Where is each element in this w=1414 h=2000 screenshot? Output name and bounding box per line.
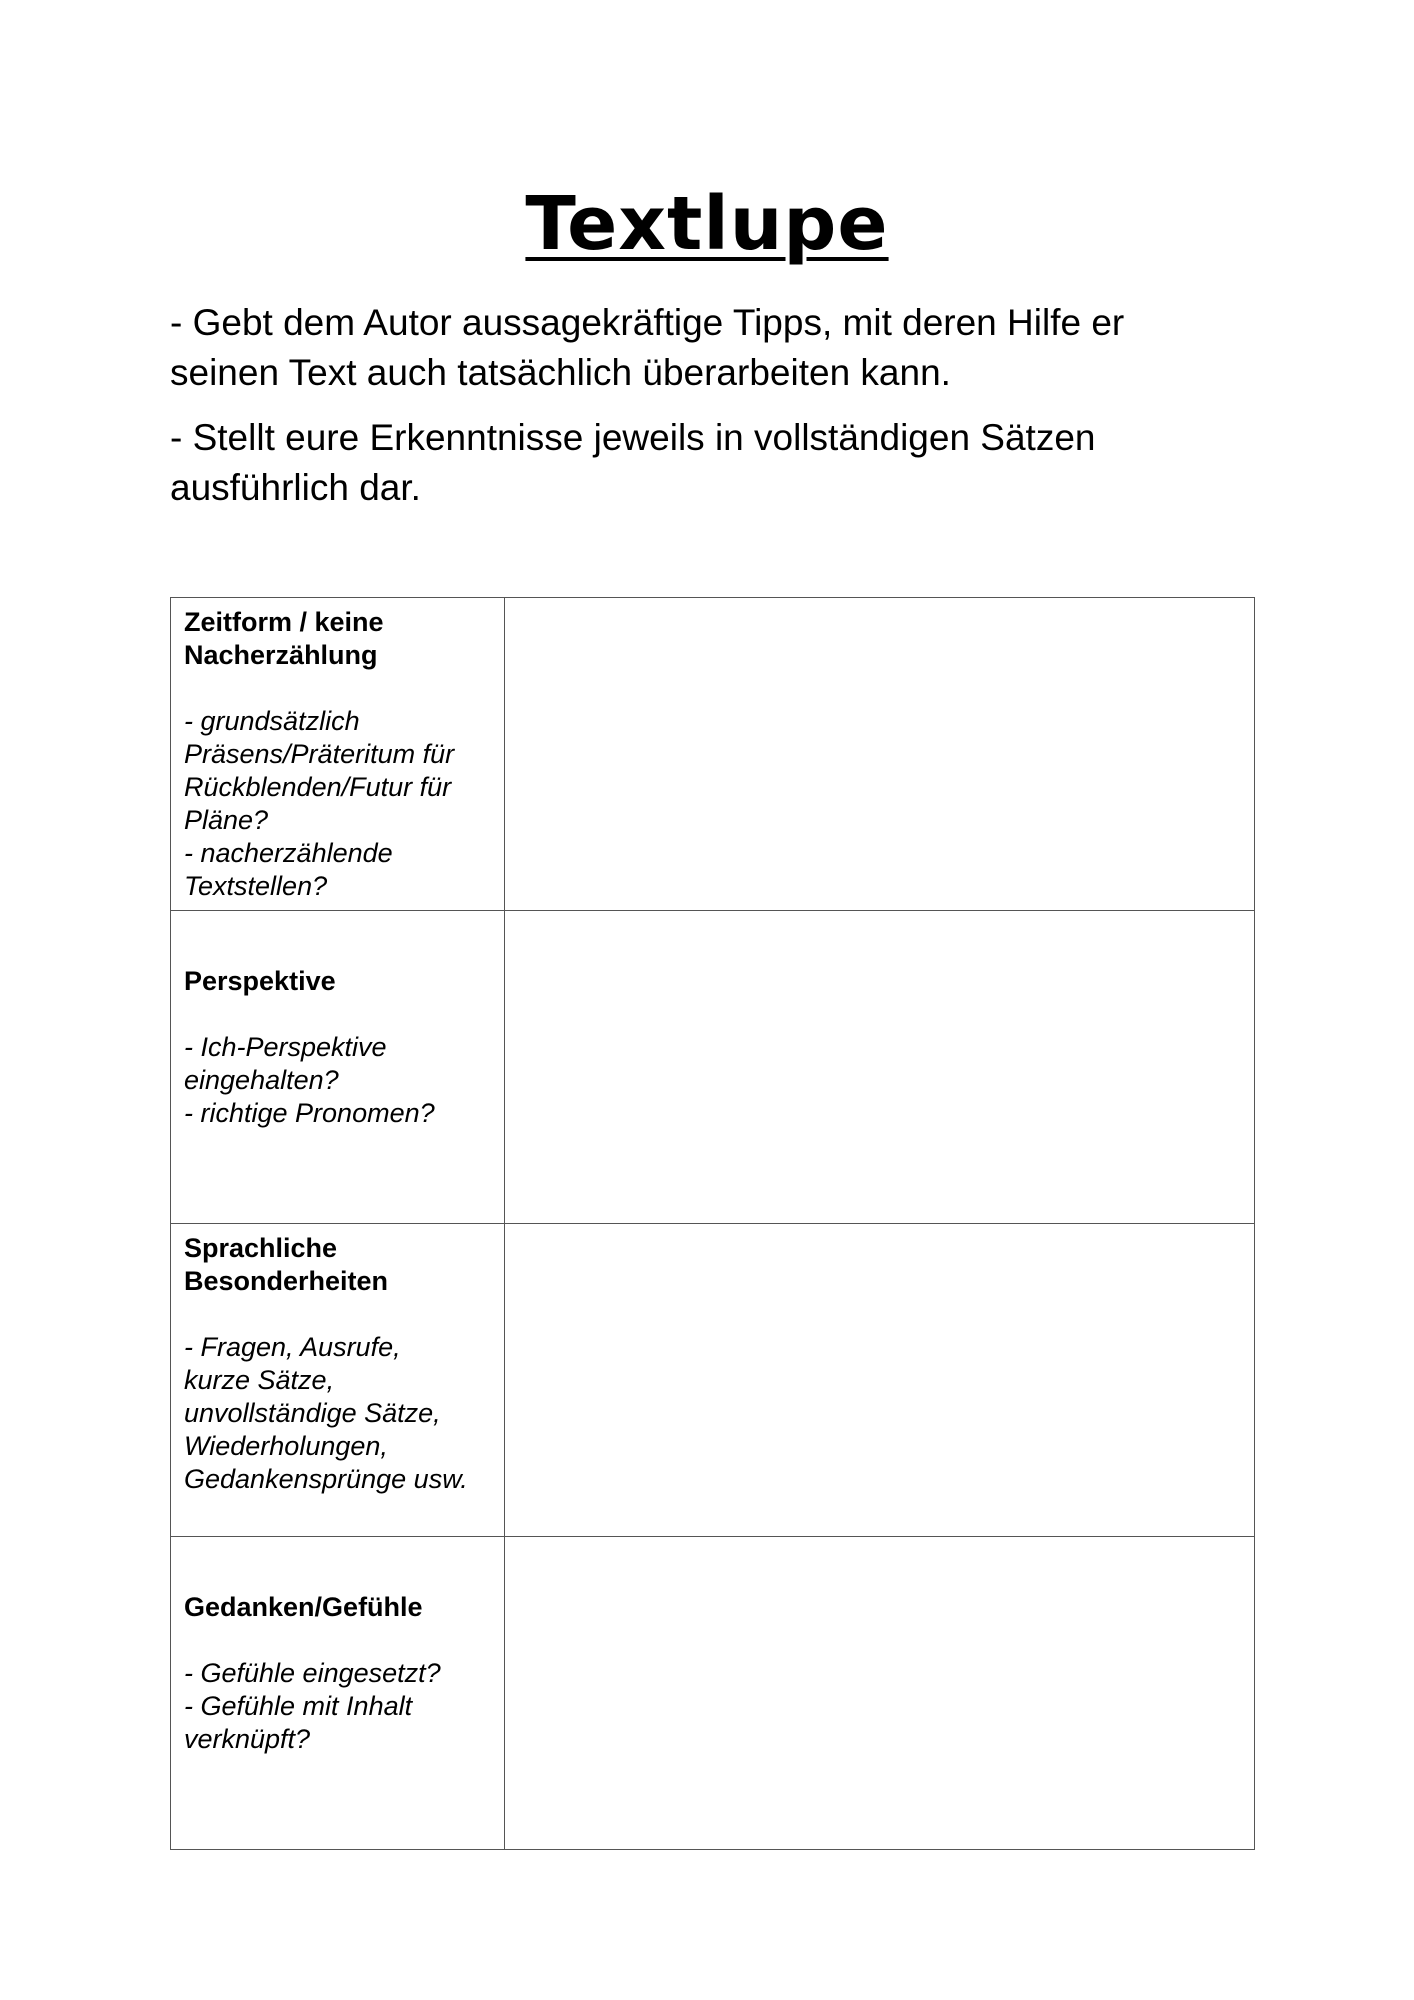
criteria-hint: - Ich-Perspektive eingehalten? - richtige Pronomen? [184,1031,435,1128]
criteria-hint: - Fragen, Ausrufe, kurze Sätze, unvollständige Sätze, Wiederholungen, Gedankensprünge usw. [184,1332,468,1494]
criteria-row-gefuehle [171,1537,1255,1850]
criteria-label-cell [171,598,505,911]
instruction-full-sentences: - Stellt eure Erkenntnisse jeweils in vollständigen Sätzen ausführlich dar. [170,417,1096,508]
answer-field-zeitform[interactable] [505,598,1255,911]
criteria-row-zeitform [171,598,1255,911]
criteria-label-cell [171,1224,505,1537]
criteria-hint: - grundsätzlich Präsens/Präteritum für Rückblenden/Futur für Pläne? - nacherzählende Textstellen? [184,706,455,901]
instruction-tips: - Gebt dem Autor aussagekräftige Tipps, mit deren Hilfe er seinen Text auch tatsächlich überarbeiten kann. [170,302,1125,393]
answer-field-perspektive[interactable] [505,911,1255,1224]
answer-field-gefuehle[interactable] [505,1537,1255,1850]
page-title [0,180,1414,268]
criteria-label-cell [171,911,505,1224]
criteria-hint: - Gefühle eingesetzt? - Gefühle mit Inhalt verknüpft? [184,1657,441,1754]
page-title-text: Textlupe [525,181,889,267]
criteria-title: Perspektive [184,965,336,996]
criteria-row-perspektive [171,911,1255,1224]
criteria-label-cell [171,1537,505,1850]
criteria-title: Sprachliche Besonderheiten [184,1233,389,1296]
criteria-title: Gedanken/Gefühle [184,1591,423,1622]
answer-field-sprache[interactable] [505,1224,1255,1537]
criteria-table [170,597,1255,1850]
criteria-title: Zeitform / keine Nacherzählung [184,607,384,670]
criteria-row-sprache [171,1224,1255,1537]
